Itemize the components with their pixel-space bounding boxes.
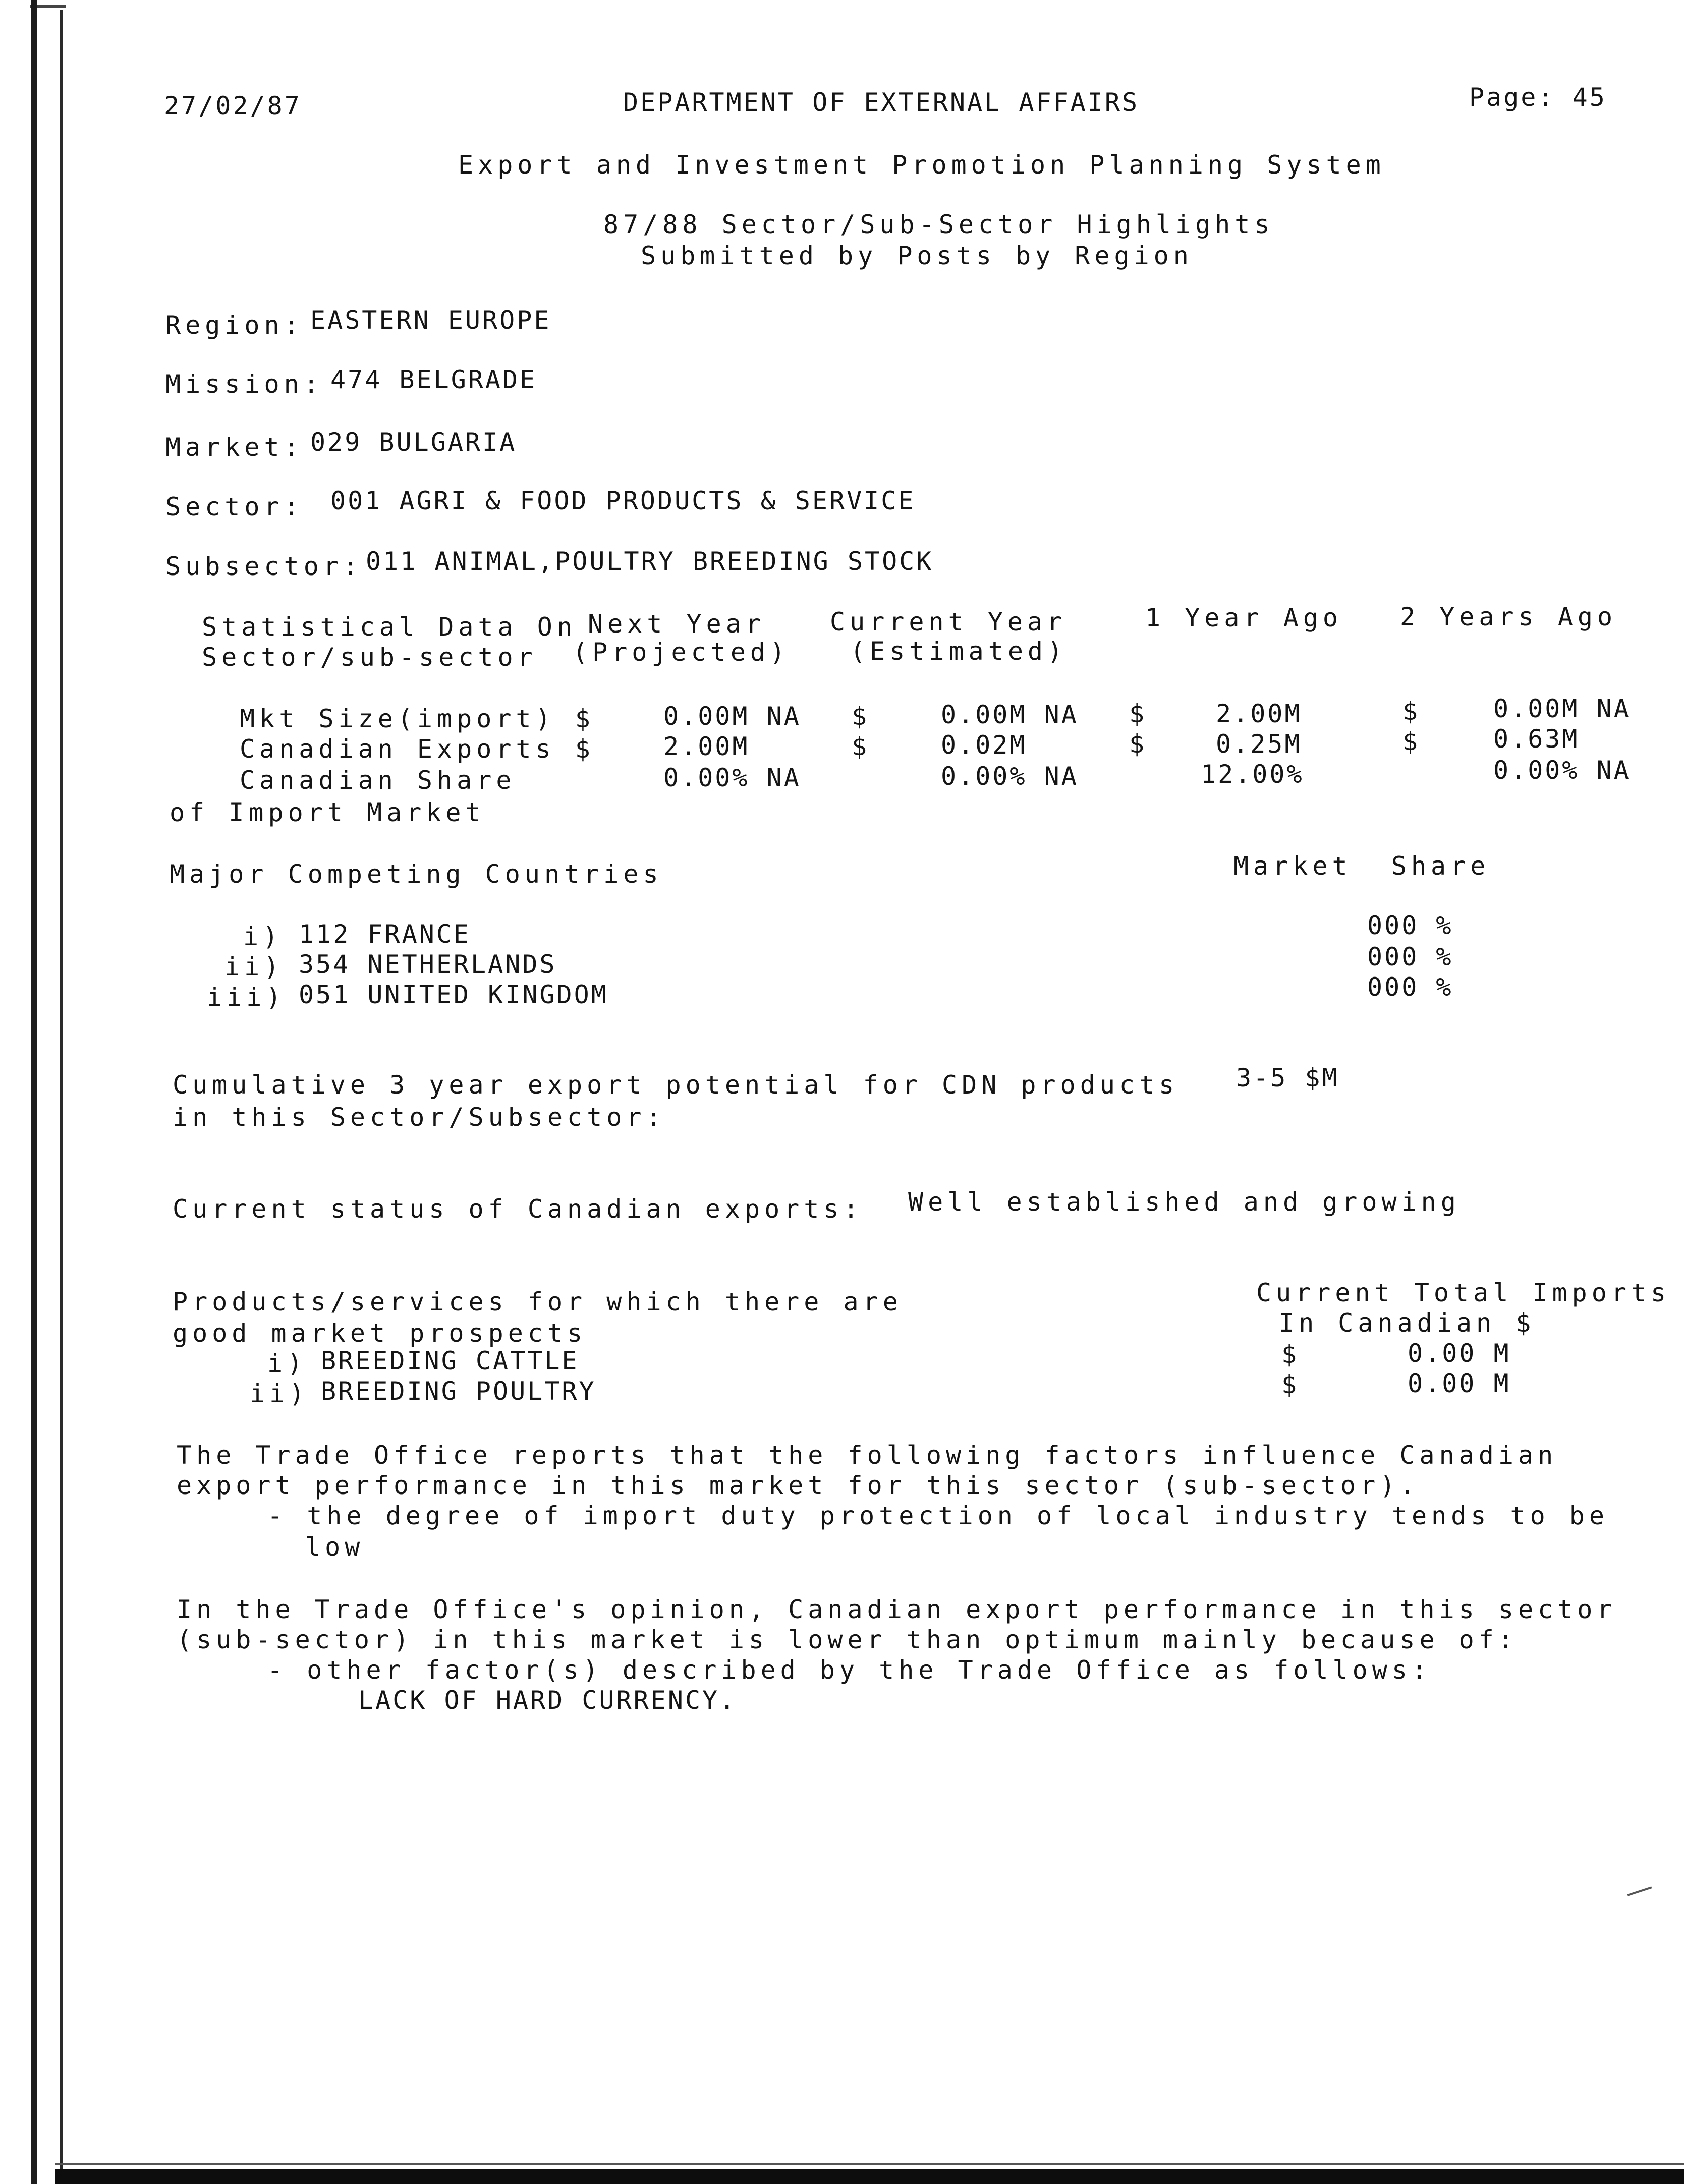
competitor-share: 000 % — [1367, 972, 1453, 1002]
competitor-name: 354 NETHERLANDS — [299, 950, 557, 979]
prospect-dollar: $ — [1281, 1370, 1299, 1399]
stats-current: 0.02M — [941, 730, 1027, 760]
factors-line-1: The Trade Office reports that the following factors influence Canadian — [177, 1441, 1558, 1470]
market-value: 029 BULGARIA — [310, 428, 517, 457]
stats-next: 0.00% NA — [663, 763, 801, 792]
system-title: Export and Investment Promotion Planning System — [458, 150, 1385, 180]
stats-ago1-dollar: $ — [1129, 729, 1147, 759]
page-number: Page: 45 — [1469, 83, 1607, 112]
department-name: DEPARTMENT OF EXTERNAL AFFAIRS — [623, 88, 1140, 117]
prospect-num: ii) — [250, 1379, 309, 1408]
mission-value: 474 BELGRADE — [330, 365, 537, 394]
col-current-year: Current Year — [830, 607, 1067, 637]
stats-ago2-dollar: $ — [1402, 727, 1420, 756]
subsector-value: 011 ANIMAL,POULTRY BREEDING STOCK — [366, 547, 934, 576]
subsector-label: Subsector: — [165, 552, 363, 581]
report-title: 87/88 Sector/Sub-Sector Highlights — [603, 210, 1274, 239]
stats-ago2: 0.00% NA — [1493, 756, 1631, 785]
factors-bullet-1-cont: low — [305, 1532, 365, 1562]
col-2-years-ago: 2 Years Ago — [1400, 602, 1617, 631]
page-edge-left — [60, 10, 63, 2174]
stats-ago1: 2.00M — [1216, 699, 1302, 728]
potential-line-2: in this Sector/Subsector: — [173, 1103, 666, 1132]
stats-row-label: Canadian Share — [240, 766, 516, 795]
opinion-bullet-1: - other factor(s) described by the Trade Office as follows: — [267, 1655, 1432, 1685]
stats-next: 0.00M NA — [663, 702, 801, 731]
stats-ago2-dollar: $ — [1402, 697, 1420, 726]
share-continuation: of Import Market — [170, 798, 485, 827]
stats-ago1-dollar: $ — [1129, 699, 1147, 728]
competitor-name: 112 FRANCE — [299, 919, 471, 949]
stats-ago2: 0.63M — [1493, 724, 1580, 754]
competitor-share: 000 % — [1367, 911, 1453, 940]
report-date: 27/02/87 — [164, 91, 302, 121]
opinion-detail: LACK OF HARD CURRENCY. — [358, 1686, 737, 1715]
report-subtitle: Submitted by Posts by Region — [641, 241, 1193, 270]
imports-heading-1: Current Total Imports — [1256, 1278, 1671, 1307]
competitor-num: iii) — [207, 983, 286, 1012]
stats-ago1: 12.00% — [1201, 760, 1304, 789]
col-1-year-ago: 1 Year Ago — [1145, 603, 1343, 633]
factors-bullet-1: - the degree of import duty protection of local industry tends to be — [267, 1501, 1609, 1530]
col-current-year-sub: (Estimated) — [850, 637, 1068, 666]
page-edge-bottom — [55, 2163, 1684, 2165]
competitor-share: 000 % — [1367, 942, 1453, 971]
region-value: EASTERN EUROPE — [310, 306, 551, 335]
competitor-num: ii) — [224, 952, 284, 982]
potential-line-1: Cumulative 3 year export potential for CDN products — [173, 1070, 1179, 1100]
prospect-dollar: $ — [1281, 1340, 1299, 1369]
sector-value: 001 AGRI & FOOD PRODUCTS & SERVICE — [330, 486, 916, 515]
stats-heading-2: Sector/sub-sector — [202, 643, 537, 672]
factors-line-2: export performance in this market for this sector (sub-sector). — [177, 1471, 1420, 1500]
stats-ago1: 0.25M — [1216, 729, 1302, 759]
competitor-num: i) — [243, 922, 283, 951]
potential-value: 3-5 $M — [1236, 1063, 1339, 1093]
stats-row-label: Canadian Exports $ — [240, 734, 595, 764]
stats-heading-1: Statistical Data On — [202, 612, 577, 642]
stats-cur-dollar: $ — [852, 702, 869, 731]
prospects-line-1: Products/services for which there are — [173, 1287, 903, 1316]
stats-current: 0.00% NA — [941, 762, 1079, 791]
market-label: Market: — [165, 433, 304, 462]
col-next-year: Next Year — [588, 609, 765, 639]
status-label: Current status of Canadian exports: — [173, 1194, 863, 1224]
prospect-num: i) — [267, 1349, 307, 1378]
status-value: Well established and growing — [908, 1187, 1461, 1217]
stats-cur-dollar: $ — [852, 732, 869, 761]
opinion-line-2: (sub-sector) in this market is lower than optimum mainly because of: — [177, 1625, 1518, 1654]
prospect-name: BREEDING CATTLE — [321, 1346, 579, 1375]
stats-row-label: Mkt Size(import) $ — [240, 704, 595, 733]
prospect-name: BREEDING POULTRY — [321, 1376, 596, 1406]
stats-current: 0.00M NA — [941, 700, 1079, 729]
stray-mark — [1627, 1886, 1652, 1896]
opinion-line-1: In the Trade Office's opinion, Canadian export performance in this sector — [177, 1595, 1617, 1624]
mission-label: Mission: — [165, 370, 323, 399]
scan-edge-left — [31, 0, 37, 2184]
competitor-name: 051 UNITED KINGDOM — [299, 980, 608, 1009]
stats-next: 2.00M — [663, 732, 750, 761]
col-next-year-sub: (Projected) — [573, 638, 790, 667]
prospect-value: 0.00 M — [1408, 1339, 1511, 1368]
scan-edge-bottom — [55, 2169, 1684, 2184]
market-share-heading: Market Share — [1233, 851, 1490, 881]
competitors-heading: Major Competing Countries — [170, 859, 663, 889]
stats-ago2: 0.00M NA — [1493, 694, 1631, 723]
prospects-line-2: good market prospects — [173, 1318, 587, 1348]
region-label: Region: — [165, 311, 304, 340]
imports-heading-2: In Canadian $ — [1279, 1308, 1536, 1338]
sector-label: Sector: — [165, 492, 304, 522]
prospect-value: 0.00 M — [1408, 1369, 1511, 1398]
